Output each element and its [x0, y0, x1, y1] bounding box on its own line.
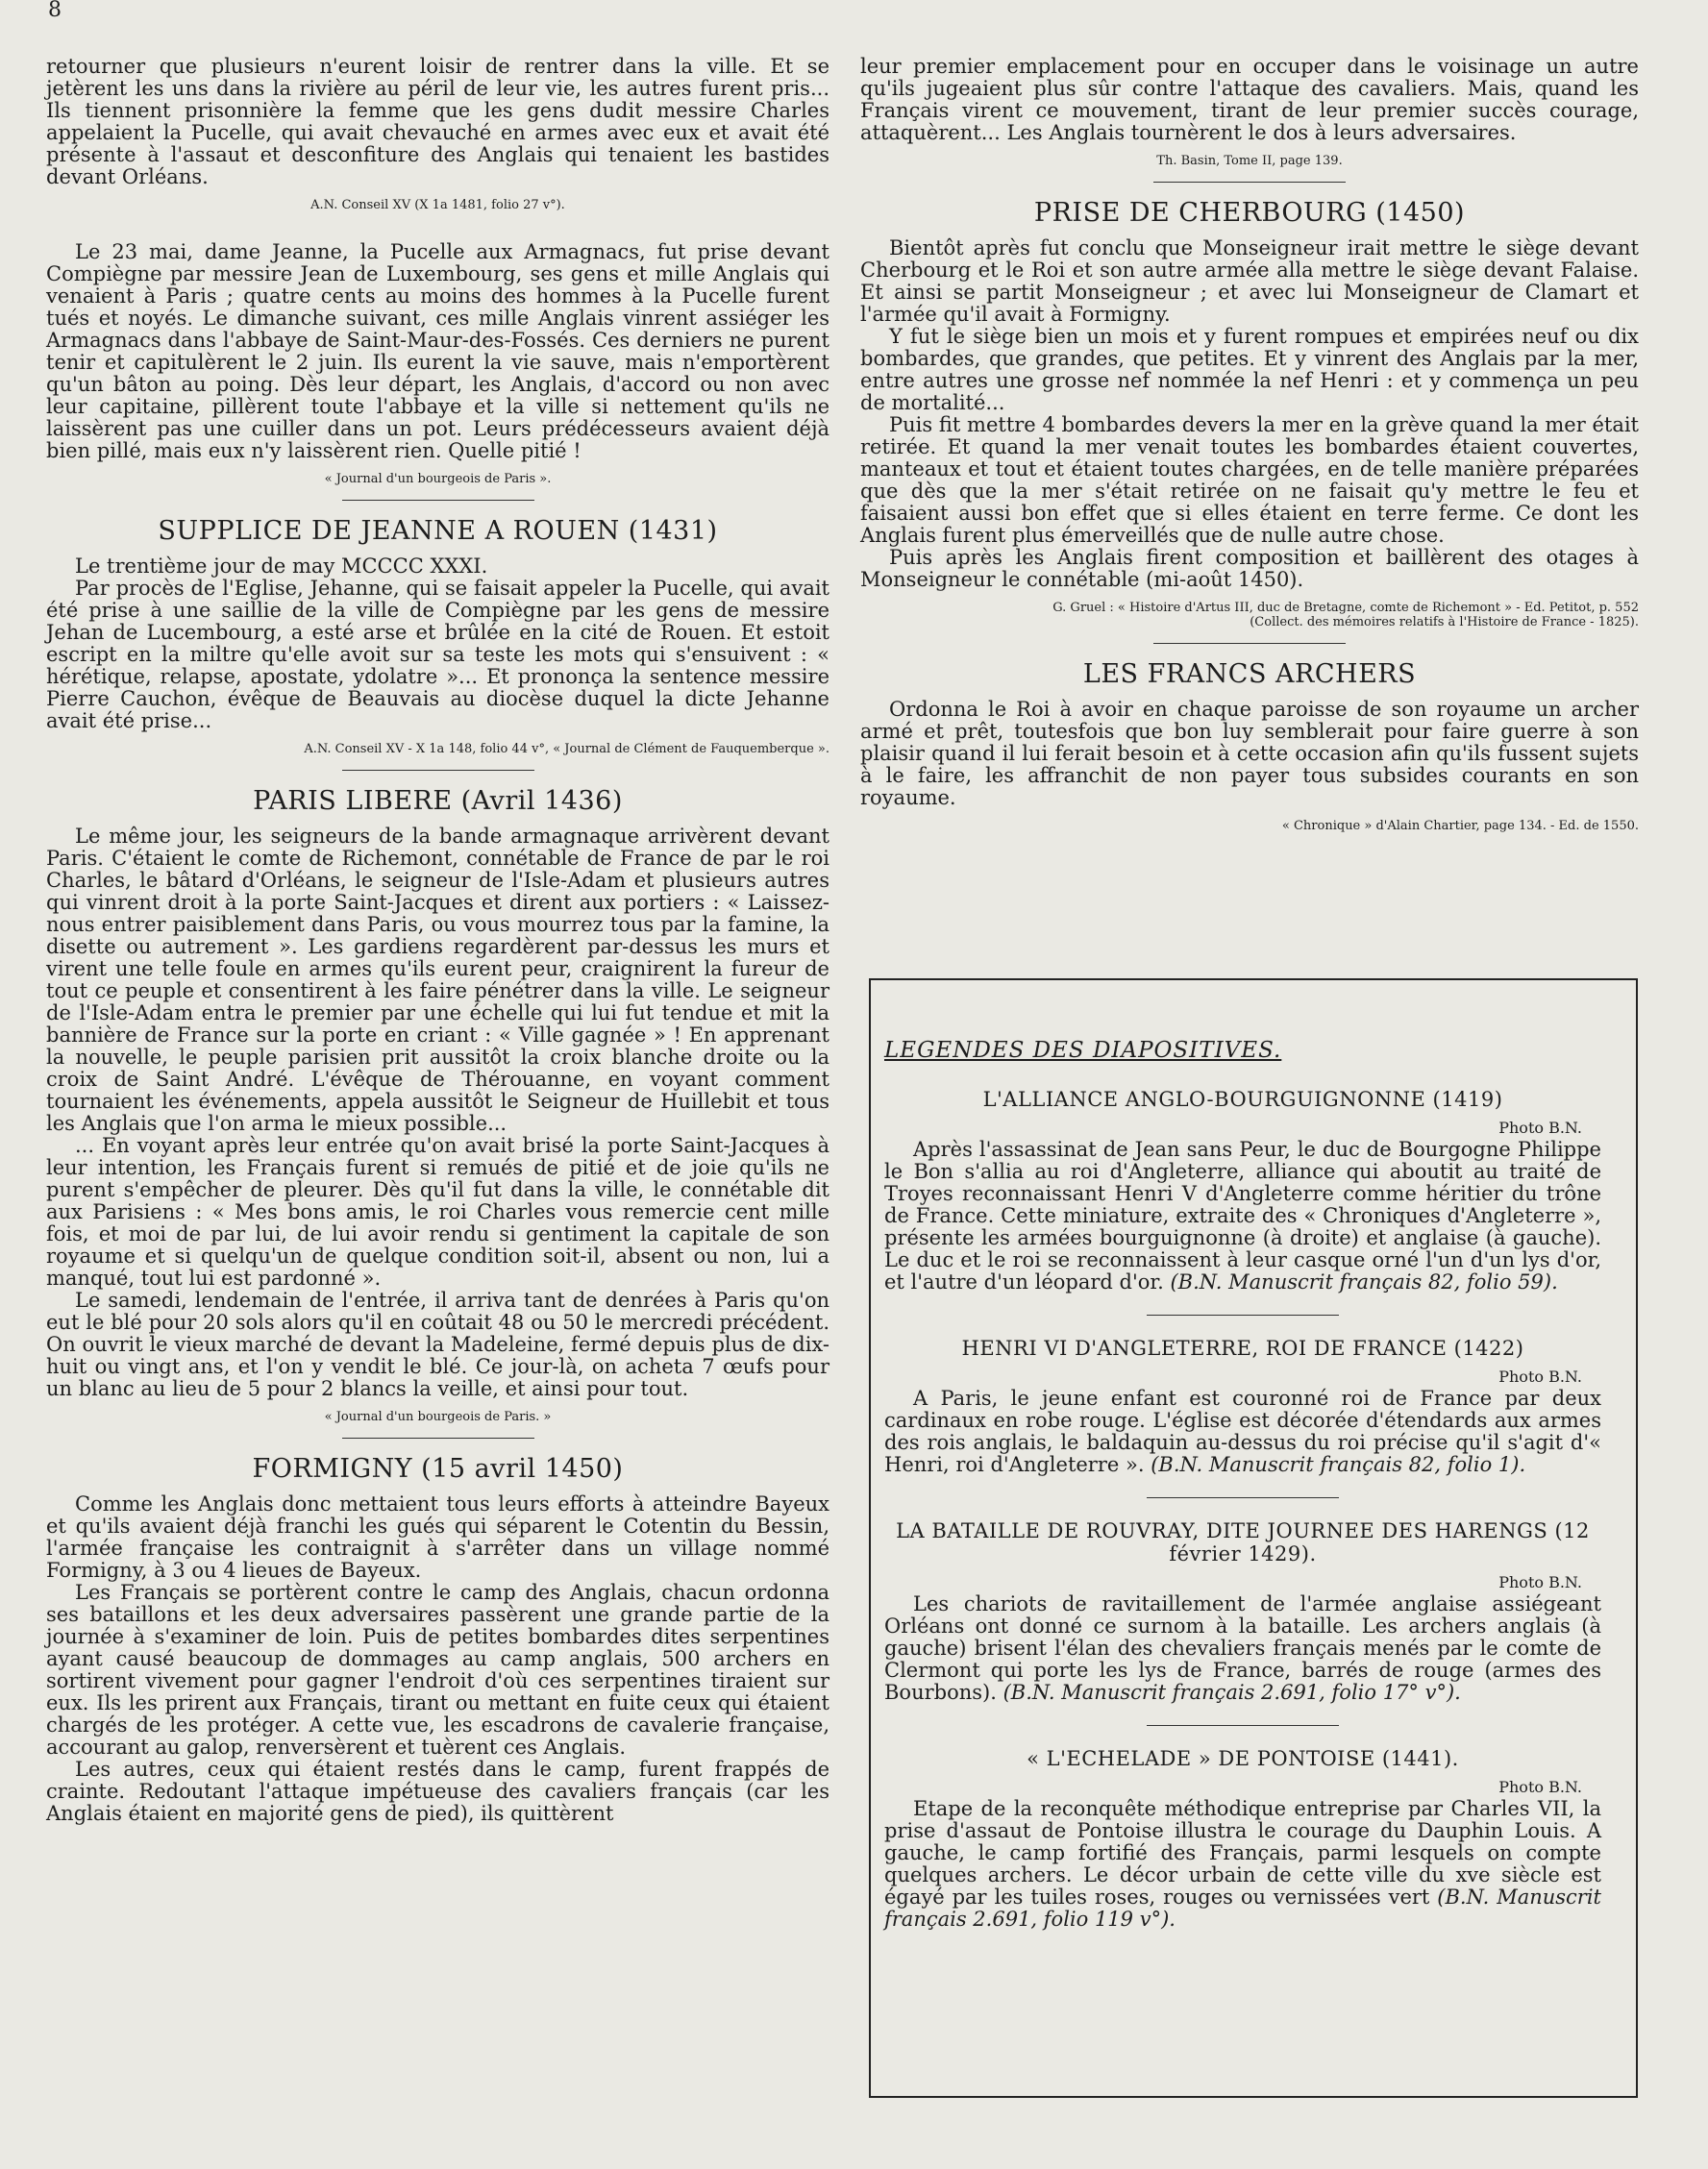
left-column: [46, 56, 829, 1825]
supplice-paragraph-2: Par procès de l'Eglise, Jehanne, qui se faisait appeler la Pucelle, qui avait été prise à une saillie de la ville de Compiègne par les gens de messire Jehan de Lucembourg, a esté arse et brûlée en la cité de Rouen. Et estoit escript en la miltre qu'elle avoit sur sa teste les mots qui s'ensuivent : « hérétique, relapse, apostate, ydolatre »... Et prononça la sentence messire Pierre Cauchon, évêque de Beauvais au diocèse duquel la dicte Jehanne avait été prise...: [46, 577, 829, 732]
legendes-box: [869, 978, 1638, 2098]
legende-reference: (B.N. Manuscrit français 82, folio 59).: [1170, 1270, 1558, 1294]
intro-paragraph: retourner que plusieurs n'eurent loisir de rentrer dans la ville. Et se jetèrent les uns dans la rivière au péril de leur vie, les autres furent pris... Ils tiennent prisonnière la femme que les gens dudit messire Charles appelaient la Pucelle, qui avait chevauché en armes avec eux et avait été présente à l'assaut et desconfiture des Anglais qui tenaient les bastides devant Orléans.: [46, 55, 829, 188]
divider: [1153, 182, 1346, 183]
divider: [342, 770, 534, 771]
formigny-heading: FORMIGNY (15 avril 1450): [252, 1454, 624, 1484]
legende-title: LA BATAILLE DE ROUVRAY, DITE JOURNEE DES HARENGS (12 février 1429).: [896, 1519, 1590, 1565]
paris-paragraph-1: Le même jour, les seigneurs de la bande armagnaque arrivèrent devant Paris. C'étaient le comte de Richemont, connétable de France de par le roi Charles, le bâtard d'Orléans, le seigneur de l'Isle-Adam et plusieurs autres qui vinrent droit à la porte Saint-Jacques et dirent aux portiers : « Laissez-nous entrer paisiblement dans Paris, ou vous mourrez tous par la famine, la disette ou autrement ». Les gardiens regardèrent par-dessus les murs et virent une telle foule en armes qu'ils eurent peur, craignirent la fureur de tout ce peuple et consentirent à les faire pénétrer dans la ville. Le seigneur de l'Isle-Adam entra le premier par une échelle qui lui fut tendue et mit la bannière de France sur la porte en criant : « Ville gagnée » ! En apprenant la nouvelle, le peuple parisien prit aussitôt la croix blanche droite ou la croix de Saint André. L'évêque de Thérouanne, en voyant comment tournaient les événements, appela aussitôt le Seigneur de Huillebit et tous les Anglais que l'on arma le mieux possible...: [46, 825, 829, 1135]
intro-source: A.N. Conseil XV (X 1a 1481, folio 27 v°).: [310, 198, 565, 212]
legende-reference: (B.N. Manuscrit français 2.691, folio 17° v°).: [1003, 1681, 1461, 1704]
paris-paragraph-2: ... En voyant après leur entrée qu'on avait brisé la porte Saint-Jacques à leur intention, les Français furent si remués de pitié et de joie qu'ils ne purent s'empêcher de pleurer. Dès qu'il fut dans la ville, le connétable dit aux Parisiens : « Mes bons amis, le roi Charles vous remercie cent mille fois, et moi de par lui, de lui avoir rendu si gentiment la capitale de son royaume et si quelqu'un de quelque condition soit-il, absent ou non, lui a manqué, tout lui est pardonné ».: [46, 1134, 829, 1290]
photo-credit: Photo B.N.: [1498, 1368, 1582, 1386]
cherbourg-paragraph-1: Bientôt après fut conclu que Monseigneur irait mettre le siège devant Cherbourg et le Roi et son autre armée alla mettre le siège devant Falaise. Et ainsi se partit Monseigneur ; et avec lui Monseigneur de Clamart et l'armée qu'il avait à Formigny.: [860, 236, 1639, 326]
photo-credit: Photo B.N.: [1498, 1119, 1582, 1137]
supplice-source: A.N. Conseil XV - X 1a 148, folio 44 v°, « Journal de Clément de Fauquemberque ».: [304, 742, 829, 756]
legende-item: [884, 1337, 1601, 1476]
legende-reference: (B.N. Manuscrit français 2.691, folio 119 v°).: [884, 1886, 1601, 1931]
divider: [1153, 643, 1346, 644]
cherbourg-source: G. Gruel : « Histoire d'Artus III, duc de Bretagne, comte de Richemont » - Ed. Petitot, p. 552 (Collect. des mémoires relatifs à l'Histoire de France - 1825).: [1052, 601, 1639, 629]
photo-credit: Photo B.N.: [1498, 1573, 1582, 1591]
legende-text: A Paris, le jeune enfant est couronné roi de France par deux cardinaux en robe rouge. L'église est décorée d'étendards aux armes des rois anglais, le baldaquin au-dessus du roi précise qu'il s'agit d'« Henri, roi d'Angleterre ». (B.N. Manuscrit français 82, folio 1).: [884, 1387, 1601, 1476]
formigny-source: Th. Basin, Tome II, page 139.: [1156, 154, 1343, 168]
archers-heading: LES FRANCS ARCHERS: [1082, 659, 1417, 689]
divider: [1147, 1725, 1339, 1726]
formigny-continued-paragraph: leur premier emplacement pour en occuper dans le voisinage un autre qu'ils jugeaient plus sûr contre l'attaque des cavaliers. Mais, quand les Français virent ce mouvement, tirant de leur premier succès courage, attaquèrent... Les Anglais tournèrent le dos à leurs adversaires.: [860, 55, 1639, 144]
photo-credit: Photo B.N.: [1498, 1778, 1582, 1796]
legendes-title: LEGENDES DES DIAPOSITIVES.: [884, 1038, 1282, 1063]
paris-heading: PARIS LIBERE (Avril 1436): [253, 786, 623, 816]
divider: [342, 1438, 534, 1439]
legende-item: [884, 1088, 1601, 1294]
cherbourg-paragraph-2: Y fut le siège bien un mois et y furent rompues et empirées neuf ou dix bombardes, que grandes, que petites. Et y vinrent des Anglais par la mer, entre autres une grosse nef nommée la nef Henri : et y commença un peu de mortalité...: [860, 325, 1639, 414]
cherbourg-paragraph-3: Puis fit mettre 4 bombardes devers la mer en la grève quand la mer était retirée. Et quand la mer venait toutes les bombardes étaient couvertes, manteaux et tout et étaient toutes chargées, en de telle manière préparées que dès que la mer s'était retirée on ne faisait qu'y mettre le feu et faisaient aussi bon effet que si elles étaient en terre ferme. Ce dont les Anglais furent plus émerveillés que de nulle autre chose.: [860, 413, 1639, 547]
divider: [1147, 1497, 1339, 1498]
compiegne-source: « Journal d'un bourgeois de Paris ».: [324, 472, 552, 486]
divider: [1147, 1315, 1339, 1316]
supplice-paragraph-1: Le trentième jour de may MCCCC XXXI.: [75, 555, 488, 578]
cherbourg-heading: PRISE DE CHERBOURG (1450): [1033, 198, 1466, 228]
page-number: 8: [48, 0, 62, 22]
formigny-paragraph-2: Les Français se portèrent contre le camp des Anglais, chacun ordonna ses bataillons et les deux adversaires passèrent une grande partie de la journée à s'examiner de loin. Puis de petites bombardes dites serpentines ayant causé beaucoup de dommages au camp anglais, 500 archers en sortirent vivement pour gagner l'endroit d'où ces serpentines tiraient sur eux. Ils les prirent aux Français, tirant ou mettant en fuite ceux qui étaient chargés de les protéger. A cette vue, les escadrons de cavalerie française, accourant au galop, renversèrent et tuèrent ces Anglais.: [46, 1581, 829, 1759]
archers-paragraph: Ordonna le Roi à avoir en chaque paroisse de son royaume un archer armé et prêt, toutesfois que bon luy semblerait pour faire guerre à son plaisir quand il lui ferait besoin et à cette occasion afin qu'ils fussent sujets à le faire, les affranchit de non payer tous subsides courants en son royaume.: [860, 698, 1639, 809]
cherbourg-paragraph-4: Puis après les Anglais firent composition et baillèrent des otages à Monseigneur le connétable (mi-août 1450).: [860, 546, 1639, 591]
formigny-paragraph-3: Les autres, ceux qui étaient restés dans le camp, furent frappés de crainte. Redoutant l'attaque impétueuse des cavaliers français (car les Anglais étaient en majorité gens de pied), ils quittèrent: [46, 1758, 829, 1825]
formigny-paragraph-1: Comme les Anglais donc mettaient tous leurs efforts à atteindre Bayeux et qu'ils avaient déjà franchi les gués qui séparent le Cotentin du Bessin, l'armée française les contraignit à s'arrêter dans un village nommé Formigny, à 3 ou 4 lieues de Bayeux.: [46, 1492, 829, 1582]
paris-paragraph-3: Le samedi, lendemain de l'entrée, il arriva tant de denrées à Paris qu'on eut le blé pour 20 sols alors qu'il en coûtait 48 ou 50 le mercredi précédent. On ouvrit le vieux marché de devant la Madeleine, fermé depuis plus de dix-huit ou vingt ans, et l'on y vendit le blé. Ce jour-là, on acheta 7 œufs pour un blanc au lieu de 5 pour 2 blancs la veille, et ainsi pour tout.: [46, 1289, 829, 1400]
legende-title: L'ALLIANCE ANGLO-BOURGUIGNONNE (1419): [982, 1088, 1503, 1111]
right-column: [860, 56, 1639, 833]
legende-item: [884, 1747, 1601, 1931]
legende-title: HENRI VI D'ANGLETERRE, ROI DE FRANCE (1422): [961, 1337, 1524, 1360]
paris-source: « Journal d'un bourgeois de Paris. »: [324, 1410, 552, 1424]
supplice-heading: SUPPLICE DE JEANNE A ROUEN (1431): [158, 516, 718, 546]
legende-text: Après l'assassinat de Jean sans Peur, le duc de Bourgogne Philippe le Bon s'allia au roi d'Angleterre, alliance qui aboutit au traité de Troyes reconnaissant Henri V d'Angleterre comme héritier du trône de France. Cette miniature, extraite des « Chroniques d'Angleterre », présente les armées bourguignonne (à droite) et anglaise (à gauche). Le duc et le roi se reconnaissent à leur casque orné l'un d'un lys d'or, et l'autre d'un léopard d'or. (B.N. Manuscrit français 82, folio 59).: [884, 1138, 1601, 1294]
legende-reference: (B.N. Manuscrit français 82, folio 1).: [1151, 1453, 1526, 1476]
legende-item: [884, 1519, 1601, 1704]
archers-source: « Chronique » d'Alain Chartier, page 134. - Ed. de 1550.: [1281, 819, 1639, 833]
compiegne-paragraph: Le 23 mai, dame Jeanne, la Pucelle aux Armagnacs, fut prise devant Compiègne par messire Jean de Luxembourg, ses gens et mille Anglais qui venaient à Paris ; quatre cents au moins des hommes à la Pucelle furent tués et noyés. Le dimanche suivant, ces mille Anglais vinrent assiéger les Armagnacs dans l'abbaye de Saint-Maur-des-Fossés. Ces derniers ne purent tenir et capitulèrent le 2 juin. Ils eurent la vie sauve, mais n'emportèrent qu'un bâton au poing. Dès leur départ, les Anglais, d'accord ou non avec leur capitaine, pillèrent toute l'abbaye et la ville si nettement qu'ils ne laissèrent pas une cuiller dans un pot. Leurs prédécesseurs avaient déjà bien pillé, mais eux n'y laissèrent rien. Quelle pitié !: [46, 240, 829, 462]
legende-title: « L'ECHELADE » DE PONTOISE (1441).: [1027, 1747, 1459, 1770]
legende-text: Les chariots de ravitaillement de l'armée anglaise assiégeant Orléans ont donné ce surnom à la bataille. Les archers anglais (à gauche) brisent l'élan des chevaliers français menés par le comte de Clermont qui porte les lys de France, barrés de rouge (armes des Bourbons). (B.N. Manuscrit français 2.691, folio 17° v°).: [884, 1592, 1601, 1704]
legende-text: Etape de la reconquête méthodique entreprise par Charles VII, la prise d'assaut de Pontoise illustra le courage du Dauphin Louis. A gauche, le camp fortifié des Français, parmi lesquels on compte quelques archers. Le décor urbain de cette ville du xve siècle est égayé par les tuiles roses, rouges ou vernissées vert (B.N. Manuscrit français 2.691, folio 119 v°).: [884, 1797, 1601, 1931]
divider: [342, 500, 534, 501]
